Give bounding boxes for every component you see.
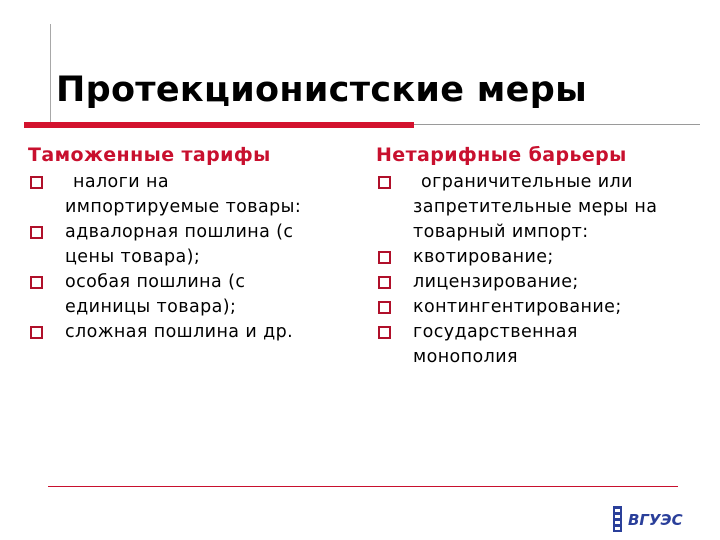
list-item xyxy=(376,170,706,245)
square-bullet-icon xyxy=(30,276,43,289)
list-item xyxy=(28,320,358,345)
list-item xyxy=(376,245,706,270)
list-item-line: монополия xyxy=(413,347,518,367)
list-item-line: лицензирование; xyxy=(413,272,579,292)
square-bullet-icon xyxy=(378,301,391,314)
university-emblem-icon xyxy=(613,506,622,532)
list-item-line: импортируемые товары: xyxy=(65,197,302,217)
list-item-line: единицы товара); xyxy=(65,297,237,317)
list-item-line: ограничительные или xyxy=(421,172,633,192)
list-item-line: налоги на xyxy=(73,172,169,192)
list-item-line: сложная пошлина и др. xyxy=(65,322,294,342)
list-item xyxy=(28,220,358,270)
list-item-line: цены товара); xyxy=(65,247,201,267)
slide-title: Протекционистские меры xyxy=(56,70,588,110)
list-item xyxy=(376,320,706,370)
list-item xyxy=(376,270,706,295)
list-item-line: квотирование; xyxy=(413,247,554,267)
list-item-line: государственная xyxy=(413,322,578,342)
square-bullet-icon xyxy=(378,176,391,189)
footer-divider xyxy=(48,486,678,487)
square-bullet-icon xyxy=(378,276,391,289)
list-item-line xyxy=(413,220,706,245)
list-item-line: адвалорная пошлина (с xyxy=(65,222,294,242)
list-item-line: контингентирование; xyxy=(413,297,622,317)
university-logo xyxy=(612,504,698,534)
title-accent-bar xyxy=(24,122,414,128)
list-item-line-text: товарный импорт: xyxy=(413,222,589,242)
list-item xyxy=(28,270,358,320)
list-item xyxy=(376,295,706,320)
list-item-line: особая пошлина (с xyxy=(65,272,246,292)
nontariff-list xyxy=(376,170,706,370)
list-item xyxy=(28,170,358,220)
left-column xyxy=(28,144,358,345)
square-bullet-icon xyxy=(378,326,391,339)
square-bullet-icon xyxy=(30,326,43,339)
left-column-header: Таможенные тарифы xyxy=(28,144,271,166)
square-bullet-icon xyxy=(30,226,43,239)
right-column xyxy=(376,144,706,370)
decorative-vertical-line xyxy=(50,24,51,124)
right-column-header: Нетарифные барьеры xyxy=(376,144,627,166)
square-bullet-icon xyxy=(30,176,43,189)
square-bullet-icon xyxy=(378,251,391,264)
list-item-line: запретительные меры на xyxy=(413,197,658,217)
logo-text: ВГУЭС xyxy=(628,511,683,529)
tariff-list xyxy=(28,170,358,345)
